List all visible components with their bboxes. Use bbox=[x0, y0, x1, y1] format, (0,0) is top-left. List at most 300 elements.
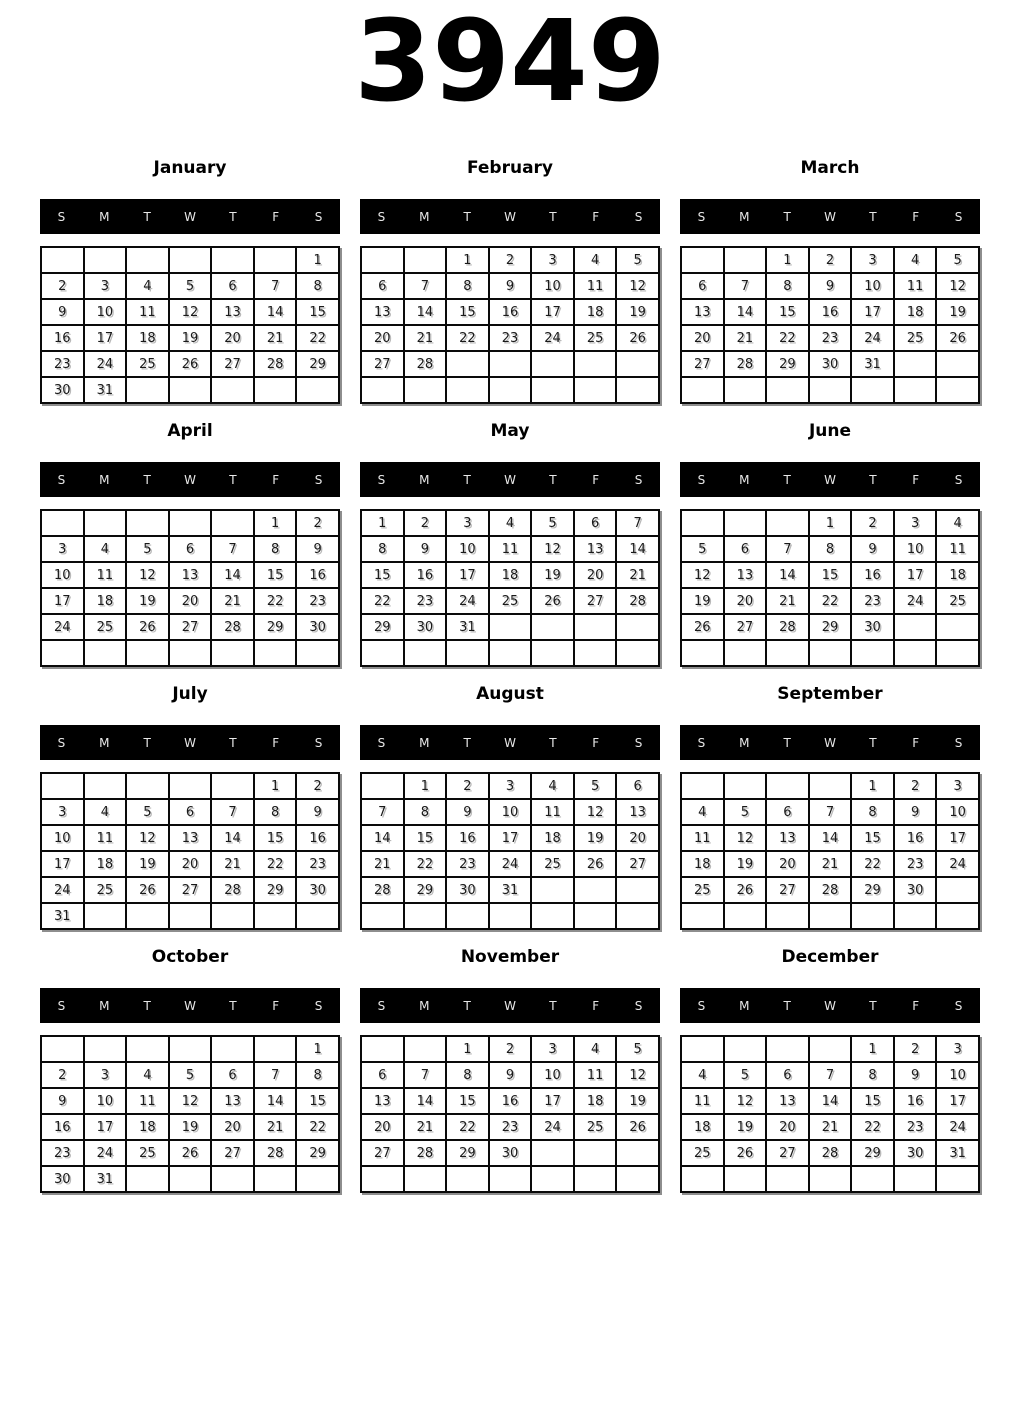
day-cell: 15 bbox=[404, 825, 447, 851]
day-cell: 19 bbox=[126, 588, 169, 614]
day-cell: 15 bbox=[296, 299, 339, 325]
weekday-label-thu: T bbox=[549, 735, 557, 750]
weekday-label-tue: T bbox=[783, 735, 791, 750]
weekday-label-tue: T bbox=[783, 998, 791, 1013]
day-cell: 6 bbox=[169, 536, 212, 562]
weekday-label-mon: M bbox=[99, 472, 110, 487]
day-cell: 14 bbox=[254, 299, 297, 325]
day-cell: 27 bbox=[574, 588, 617, 614]
day-cell: 22 bbox=[809, 588, 852, 614]
day-cell bbox=[851, 640, 894, 666]
day-cell: 31 bbox=[41, 903, 84, 929]
day-cell: 29 bbox=[766, 351, 809, 377]
weekday-label-sun: S bbox=[57, 735, 66, 750]
week-row bbox=[41, 1036, 339, 1062]
day-cell: 9 bbox=[296, 536, 339, 562]
day-cell: 8 bbox=[851, 1062, 894, 1088]
day-cell: 12 bbox=[724, 825, 767, 851]
day-cell bbox=[169, 773, 212, 799]
weekday-label-wed: W bbox=[184, 209, 196, 224]
week-row bbox=[41, 851, 339, 877]
weekday-label-tue: T bbox=[463, 209, 471, 224]
week-row bbox=[41, 773, 339, 799]
week-row bbox=[681, 825, 979, 851]
day-cell: 5 bbox=[126, 799, 169, 825]
day-cell: 30 bbox=[404, 614, 447, 640]
day-cell bbox=[296, 903, 339, 929]
day-cell: 2 bbox=[446, 773, 489, 799]
day-cell: 6 bbox=[211, 273, 254, 299]
day-cell bbox=[404, 1036, 447, 1062]
day-cell: 10 bbox=[531, 1062, 574, 1088]
week-row bbox=[361, 1140, 659, 1166]
day-cell bbox=[489, 903, 532, 929]
day-cell bbox=[894, 351, 937, 377]
day-cell bbox=[446, 377, 489, 403]
weekday-label-fri: F bbox=[272, 735, 280, 750]
day-cell bbox=[126, 510, 169, 536]
day-cell: 24 bbox=[41, 877, 84, 903]
day-cell bbox=[361, 377, 404, 403]
weekday-label-wed: W bbox=[824, 735, 836, 750]
day-cell: 2 bbox=[489, 247, 532, 273]
weekday-label-thu: T bbox=[549, 209, 557, 224]
day-cell: 24 bbox=[41, 614, 84, 640]
day-cell bbox=[809, 903, 852, 929]
day-cell bbox=[531, 351, 574, 377]
day-cell: 12 bbox=[531, 536, 574, 562]
weekday-label-thu: T bbox=[549, 998, 557, 1013]
day-cell: 27 bbox=[169, 614, 212, 640]
day-cell: 3 bbox=[936, 773, 979, 799]
day-cell bbox=[724, 1166, 767, 1192]
day-cell: 7 bbox=[404, 1062, 447, 1088]
day-cell: 18 bbox=[531, 825, 574, 851]
weekday-label-mon: M bbox=[739, 735, 750, 750]
day-cell: 11 bbox=[489, 536, 532, 562]
month-title: August bbox=[476, 684, 544, 704]
day-cell: 29 bbox=[404, 877, 447, 903]
day-cell bbox=[404, 640, 447, 666]
day-cell: 30 bbox=[894, 877, 937, 903]
day-cell bbox=[84, 247, 127, 273]
day-cell: 12 bbox=[169, 1088, 212, 1114]
weekday-header-bar bbox=[40, 462, 340, 497]
day-cell: 3 bbox=[41, 536, 84, 562]
week-row bbox=[361, 851, 659, 877]
day-cell bbox=[531, 640, 574, 666]
day-cell bbox=[489, 614, 532, 640]
day-cell: 12 bbox=[169, 299, 212, 325]
day-cell bbox=[211, 903, 254, 929]
day-cell: 3 bbox=[446, 510, 489, 536]
month-block bbox=[40, 684, 340, 930]
day-cell: 16 bbox=[404, 562, 447, 588]
day-cell: 18 bbox=[574, 1088, 617, 1114]
day-cell: 25 bbox=[574, 325, 617, 351]
weekday-label-fri: F bbox=[272, 472, 280, 487]
day-cell: 6 bbox=[169, 799, 212, 825]
week-row bbox=[361, 614, 659, 640]
month-title: March bbox=[800, 158, 860, 178]
day-cell bbox=[574, 614, 617, 640]
day-cell bbox=[254, 903, 297, 929]
year-title: 3949 bbox=[354, 0, 666, 127]
day-cell bbox=[126, 1166, 169, 1192]
week-row bbox=[361, 299, 659, 325]
day-cell: 28 bbox=[809, 877, 852, 903]
week-row bbox=[41, 536, 339, 562]
day-cell bbox=[489, 640, 532, 666]
day-cell: 4 bbox=[84, 799, 127, 825]
day-cell: 3 bbox=[531, 247, 574, 273]
week-row bbox=[681, 773, 979, 799]
weekday-label-wed: W bbox=[184, 472, 196, 487]
day-cell: 7 bbox=[361, 799, 404, 825]
weekday-label-fri: F bbox=[592, 209, 600, 224]
weekday-label-mon: M bbox=[419, 735, 430, 750]
day-cell: 13 bbox=[766, 825, 809, 851]
day-cell: 15 bbox=[809, 562, 852, 588]
day-cell bbox=[766, 377, 809, 403]
day-cell: 29 bbox=[296, 351, 339, 377]
weekday-label-fri: F bbox=[592, 998, 600, 1013]
day-cell bbox=[296, 1166, 339, 1192]
weekday-header-bar bbox=[360, 725, 660, 760]
day-cell: 30 bbox=[446, 877, 489, 903]
day-cell bbox=[254, 640, 297, 666]
weekday-label-thu: T bbox=[869, 472, 877, 487]
week-row bbox=[361, 588, 659, 614]
day-cell bbox=[169, 1166, 212, 1192]
day-cell: 10 bbox=[936, 799, 979, 825]
month-date-grid bbox=[680, 246, 980, 404]
day-cell: 26 bbox=[169, 351, 212, 377]
day-cell: 22 bbox=[254, 588, 297, 614]
day-cell: 26 bbox=[169, 1140, 212, 1166]
day-cell: 4 bbox=[531, 773, 574, 799]
day-cell: 3 bbox=[531, 1036, 574, 1062]
month-title: June bbox=[808, 421, 852, 441]
day-cell bbox=[724, 1036, 767, 1062]
month-block bbox=[680, 158, 980, 404]
day-cell bbox=[446, 1166, 489, 1192]
day-cell bbox=[211, 773, 254, 799]
day-cell: 22 bbox=[446, 325, 489, 351]
day-cell: 27 bbox=[766, 1140, 809, 1166]
day-cell: 6 bbox=[766, 1062, 809, 1088]
weekday-label-mon: M bbox=[419, 998, 430, 1013]
day-cell: 21 bbox=[254, 1114, 297, 1140]
day-cell: 31 bbox=[489, 877, 532, 903]
week-row bbox=[681, 299, 979, 325]
day-cell: 14 bbox=[404, 1088, 447, 1114]
day-cell bbox=[41, 1036, 84, 1062]
day-cell bbox=[936, 903, 979, 929]
day-cell: 17 bbox=[41, 588, 84, 614]
week-row bbox=[361, 773, 659, 799]
day-cell: 18 bbox=[936, 562, 979, 588]
week-row bbox=[361, 825, 659, 851]
day-cell bbox=[766, 1166, 809, 1192]
day-cell bbox=[169, 247, 212, 273]
day-cell: 10 bbox=[41, 825, 84, 851]
day-cell: 13 bbox=[211, 299, 254, 325]
day-cell bbox=[446, 903, 489, 929]
day-cell bbox=[809, 640, 852, 666]
day-cell: 8 bbox=[446, 1062, 489, 1088]
day-cell: 20 bbox=[211, 325, 254, 351]
day-cell bbox=[681, 640, 724, 666]
day-cell: 28 bbox=[211, 614, 254, 640]
day-cell bbox=[361, 640, 404, 666]
weekday-label-mon: M bbox=[739, 472, 750, 487]
week-row bbox=[681, 247, 979, 273]
day-cell: 11 bbox=[126, 1088, 169, 1114]
day-cell bbox=[126, 247, 169, 273]
day-cell: 1 bbox=[809, 510, 852, 536]
day-cell: 25 bbox=[84, 877, 127, 903]
week-row bbox=[41, 588, 339, 614]
day-cell: 27 bbox=[681, 351, 724, 377]
day-cell: 7 bbox=[766, 536, 809, 562]
week-row bbox=[41, 247, 339, 273]
weekday-label-thu: T bbox=[869, 735, 877, 750]
day-cell: 28 bbox=[404, 351, 447, 377]
day-cell: 6 bbox=[361, 273, 404, 299]
day-cell: 28 bbox=[361, 877, 404, 903]
day-cell: 30 bbox=[296, 877, 339, 903]
day-cell: 31 bbox=[446, 614, 489, 640]
day-cell bbox=[574, 377, 617, 403]
day-cell: 4 bbox=[126, 273, 169, 299]
week-row bbox=[681, 325, 979, 351]
weekday-header-bar bbox=[360, 199, 660, 234]
weekday-label-tue: T bbox=[463, 998, 471, 1013]
day-cell: 18 bbox=[894, 299, 937, 325]
day-cell: 27 bbox=[211, 1140, 254, 1166]
day-cell: 6 bbox=[211, 1062, 254, 1088]
day-cell: 31 bbox=[936, 1140, 979, 1166]
day-cell: 15 bbox=[766, 299, 809, 325]
day-cell bbox=[126, 640, 169, 666]
day-cell: 15 bbox=[446, 299, 489, 325]
day-cell: 28 bbox=[724, 351, 767, 377]
day-cell: 2 bbox=[296, 773, 339, 799]
weekday-label-mon: M bbox=[419, 472, 430, 487]
month-block bbox=[360, 947, 660, 1193]
day-cell: 16 bbox=[41, 1114, 84, 1140]
month-date-grid bbox=[40, 509, 340, 667]
day-cell: 28 bbox=[254, 1140, 297, 1166]
weekday-label-sat: S bbox=[954, 998, 963, 1013]
weekday-label-sat: S bbox=[954, 209, 963, 224]
weekday-label-thu: T bbox=[229, 472, 237, 487]
weekday-label-fri: F bbox=[912, 472, 920, 487]
weekday-label-tue: T bbox=[783, 209, 791, 224]
day-cell: 18 bbox=[126, 325, 169, 351]
day-cell: 10 bbox=[41, 562, 84, 588]
day-cell: 15 bbox=[254, 825, 297, 851]
weekday-label-thu: T bbox=[229, 735, 237, 750]
day-cell bbox=[894, 614, 937, 640]
day-cell bbox=[766, 510, 809, 536]
week-row bbox=[361, 640, 659, 666]
weekday-label-fri: F bbox=[912, 735, 920, 750]
day-cell: 4 bbox=[84, 536, 127, 562]
day-cell: 5 bbox=[531, 510, 574, 536]
day-cell bbox=[809, 773, 852, 799]
weekday-header-bar bbox=[40, 988, 340, 1023]
weekday-header-bar bbox=[40, 725, 340, 760]
day-cell bbox=[574, 351, 617, 377]
day-cell bbox=[724, 377, 767, 403]
month-title: May bbox=[490, 421, 530, 441]
weekday-label-mon: M bbox=[99, 998, 110, 1013]
day-cell: 12 bbox=[616, 1062, 659, 1088]
day-cell: 19 bbox=[126, 851, 169, 877]
day-cell: 9 bbox=[894, 799, 937, 825]
day-cell: 9 bbox=[404, 536, 447, 562]
day-cell: 12 bbox=[126, 562, 169, 588]
day-cell: 12 bbox=[936, 273, 979, 299]
day-cell bbox=[404, 903, 447, 929]
week-row bbox=[41, 299, 339, 325]
month-date-grid bbox=[360, 772, 660, 930]
day-cell: 17 bbox=[446, 562, 489, 588]
weekday-label-fri: F bbox=[912, 998, 920, 1013]
day-cell: 2 bbox=[41, 1062, 84, 1088]
weekday-label-fri: F bbox=[912, 209, 920, 224]
day-cell bbox=[616, 351, 659, 377]
day-cell: 14 bbox=[211, 825, 254, 851]
day-cell: 22 bbox=[446, 1114, 489, 1140]
day-cell: 28 bbox=[211, 877, 254, 903]
day-cell: 21 bbox=[809, 1114, 852, 1140]
day-cell: 23 bbox=[296, 588, 339, 614]
day-cell bbox=[126, 903, 169, 929]
day-cell: 26 bbox=[724, 1140, 767, 1166]
day-cell: 12 bbox=[681, 562, 724, 588]
day-cell: 15 bbox=[254, 562, 297, 588]
day-cell: 27 bbox=[766, 877, 809, 903]
day-cell: 9 bbox=[489, 273, 532, 299]
day-cell bbox=[894, 1166, 937, 1192]
day-cell bbox=[681, 510, 724, 536]
day-cell: 4 bbox=[126, 1062, 169, 1088]
week-row bbox=[41, 1140, 339, 1166]
day-cell bbox=[681, 377, 724, 403]
day-cell: 24 bbox=[936, 851, 979, 877]
day-cell: 26 bbox=[936, 325, 979, 351]
day-cell: 17 bbox=[84, 1114, 127, 1140]
day-cell: 1 bbox=[851, 1036, 894, 1062]
weekday-label-wed: W bbox=[184, 735, 196, 750]
day-cell bbox=[254, 1166, 297, 1192]
day-cell bbox=[126, 773, 169, 799]
day-cell: 25 bbox=[894, 325, 937, 351]
day-cell: 30 bbox=[296, 614, 339, 640]
weekday-label-sat: S bbox=[314, 735, 323, 750]
month-block bbox=[40, 158, 340, 404]
day-cell: 20 bbox=[361, 1114, 404, 1140]
weekday-label-tue: T bbox=[143, 735, 151, 750]
weekday-label-tue: T bbox=[463, 735, 471, 750]
day-cell: 10 bbox=[446, 536, 489, 562]
day-cell: 1 bbox=[254, 773, 297, 799]
day-cell: 1 bbox=[851, 773, 894, 799]
week-row bbox=[361, 325, 659, 351]
day-cell bbox=[766, 773, 809, 799]
week-row bbox=[361, 877, 659, 903]
month-title: July bbox=[172, 684, 208, 704]
day-cell bbox=[84, 903, 127, 929]
day-cell bbox=[809, 1166, 852, 1192]
day-cell: 6 bbox=[574, 510, 617, 536]
day-cell: 14 bbox=[616, 536, 659, 562]
day-cell: 16 bbox=[894, 825, 937, 851]
day-cell bbox=[894, 903, 937, 929]
day-cell: 19 bbox=[724, 851, 767, 877]
day-cell: 5 bbox=[126, 536, 169, 562]
day-cell: 18 bbox=[574, 299, 617, 325]
day-cell: 8 bbox=[296, 273, 339, 299]
month-title: November bbox=[460, 947, 560, 967]
day-cell: 12 bbox=[616, 273, 659, 299]
month-title: October bbox=[151, 947, 229, 967]
month-title: January bbox=[153, 158, 227, 178]
day-cell: 24 bbox=[936, 1114, 979, 1140]
day-cell: 8 bbox=[851, 799, 894, 825]
day-cell: 19 bbox=[531, 562, 574, 588]
day-cell: 9 bbox=[489, 1062, 532, 1088]
day-cell: 6 bbox=[724, 536, 767, 562]
day-cell: 5 bbox=[616, 247, 659, 273]
weekday-label-tue: T bbox=[783, 472, 791, 487]
week-row bbox=[41, 614, 339, 640]
day-cell: 19 bbox=[724, 1114, 767, 1140]
day-cell: 29 bbox=[296, 1140, 339, 1166]
day-cell bbox=[936, 351, 979, 377]
day-cell bbox=[681, 773, 724, 799]
week-row bbox=[41, 903, 339, 929]
weekday-label-tue: T bbox=[143, 998, 151, 1013]
day-cell bbox=[404, 247, 447, 273]
weekday-label-wed: W bbox=[504, 209, 516, 224]
day-cell: 14 bbox=[211, 562, 254, 588]
day-cell: 26 bbox=[574, 851, 617, 877]
month-block bbox=[40, 421, 340, 667]
weekday-label-sun: S bbox=[57, 472, 66, 487]
day-cell bbox=[936, 877, 979, 903]
weekday-label-sat: S bbox=[954, 735, 963, 750]
day-cell: 13 bbox=[361, 299, 404, 325]
weekday-label-fri: F bbox=[592, 472, 600, 487]
month-date-grid bbox=[680, 1035, 980, 1193]
day-cell: 21 bbox=[404, 1114, 447, 1140]
week-row bbox=[681, 903, 979, 929]
weekday-label-wed: W bbox=[504, 472, 516, 487]
day-cell: 17 bbox=[936, 825, 979, 851]
day-cell: 20 bbox=[724, 588, 767, 614]
day-cell bbox=[446, 351, 489, 377]
day-cell bbox=[361, 247, 404, 273]
day-cell: 22 bbox=[851, 1114, 894, 1140]
month-block bbox=[680, 684, 980, 930]
day-cell: 25 bbox=[574, 1114, 617, 1140]
day-cell bbox=[169, 903, 212, 929]
day-cell: 23 bbox=[446, 851, 489, 877]
